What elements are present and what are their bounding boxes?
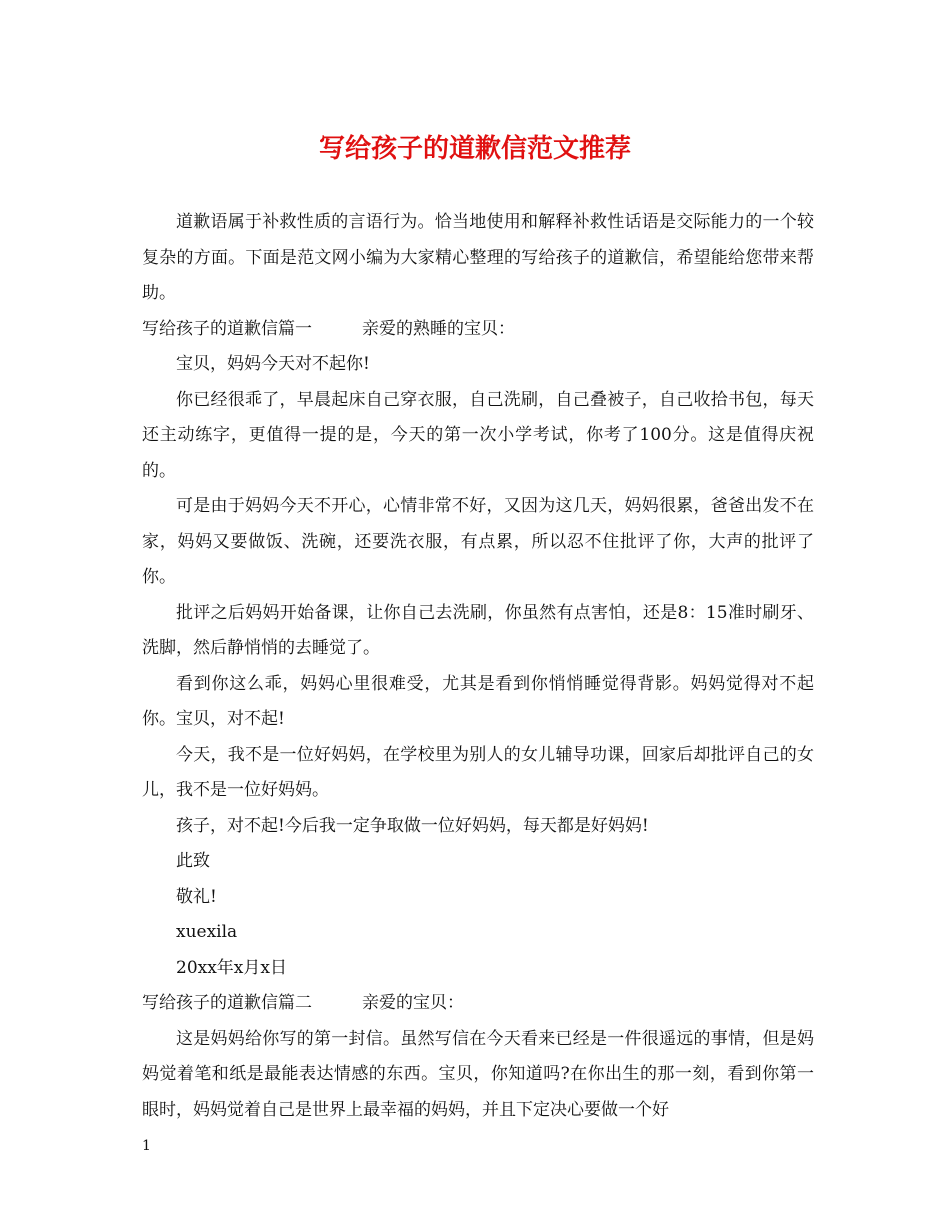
intro-paragraph: 道歉语属于补救性质的言语行为。恰当地使用和解释补救性话语是交际能力的一个较复杂的方面。下面是范文网小编为大家精心整理的写给孩子的道歉信，希望能给您带来帮助。 bbox=[142, 212, 814, 303]
letter1-paragraph-5: 看到你这么乖，妈妈心里很难受，尤其是看到你悄悄睡觉得背影。妈妈觉得对不起你。宝贝，对不起! bbox=[142, 673, 814, 729]
letter1-paragraph-2: 你已经很乖了，早晨起床自己穿衣服，自己洗刷，自己叠被子，自己收拾书包，每天还主动练字，更值得一提的是，今天的第一次小学考试，你考了100分。这是值得庆祝的。 bbox=[142, 389, 814, 481]
page-number: 1 bbox=[142, 1138, 151, 1154]
letter1-paragraph-7: 孩子，对不起!今后我一定争取做一位好妈妈，每天都是好妈妈! bbox=[176, 815, 649, 836]
letter1-heading-line bbox=[142, 312, 814, 348]
letter1-paragraph-1: 宝贝，妈妈今天对不起你! bbox=[176, 354, 370, 374]
letter2-salutation: 亲爱的宝贝： bbox=[362, 993, 464, 1013]
letter1-closing-1: 此致 bbox=[176, 851, 210, 871]
letter1-paragraph-3: 可是由于妈妈今天不开心，心情非常不好，又因为这几天，妈妈很累，爸爸出发不在家，妈妈又要做饭、洗碗，还要洗衣服，有点累，所以忍不住批评了你，大声的批评了你。 bbox=[142, 496, 814, 587]
letter1-salutation: 亲爱的熟睡的宝贝： bbox=[362, 318, 515, 339]
letter1-closing-2: 敬礼! bbox=[176, 886, 217, 907]
document-body bbox=[142, 205, 814, 1128]
letter2-heading-line bbox=[142, 986, 814, 1022]
letter1-paragraph-6: 今天，我不是一位好妈妈，在学校里为别人的女儿辅导功课，回家后却批评自己的女儿，我不是一位好妈妈。 bbox=[142, 744, 814, 800]
letter1-heading: 写给孩子的道歉信篇一 bbox=[142, 318, 312, 339]
letter1-date: 20xx年x月x日 bbox=[176, 957, 287, 978]
letter1-signature: xuexila bbox=[176, 922, 238, 942]
page-title: 写给孩子的道歉信范文推荐 bbox=[318, 134, 631, 164]
letter2-heading: 写给孩子的道歉信篇二 bbox=[142, 993, 312, 1013]
letter2-paragraph-1: 这是妈妈给你写的第一封信。虽然写信在今天看来已经是一件很遥远的事情，但是妈妈觉着笔和纸是最能表达情感的东西。宝贝，你知道吗?在你出生的那一刻，看到你第一眼时，妈妈觉着自己是世界上最幸福的妈妈，并且下定决心要做一个好 bbox=[142, 1028, 814, 1120]
letter1-paragraph-4: 批评之后妈妈开始备课，让你自己去洗刷，你虽然有点害怕，还是8：15准时刷牙、洗脚，然后静悄悄的去睡觉了。 bbox=[142, 602, 814, 658]
